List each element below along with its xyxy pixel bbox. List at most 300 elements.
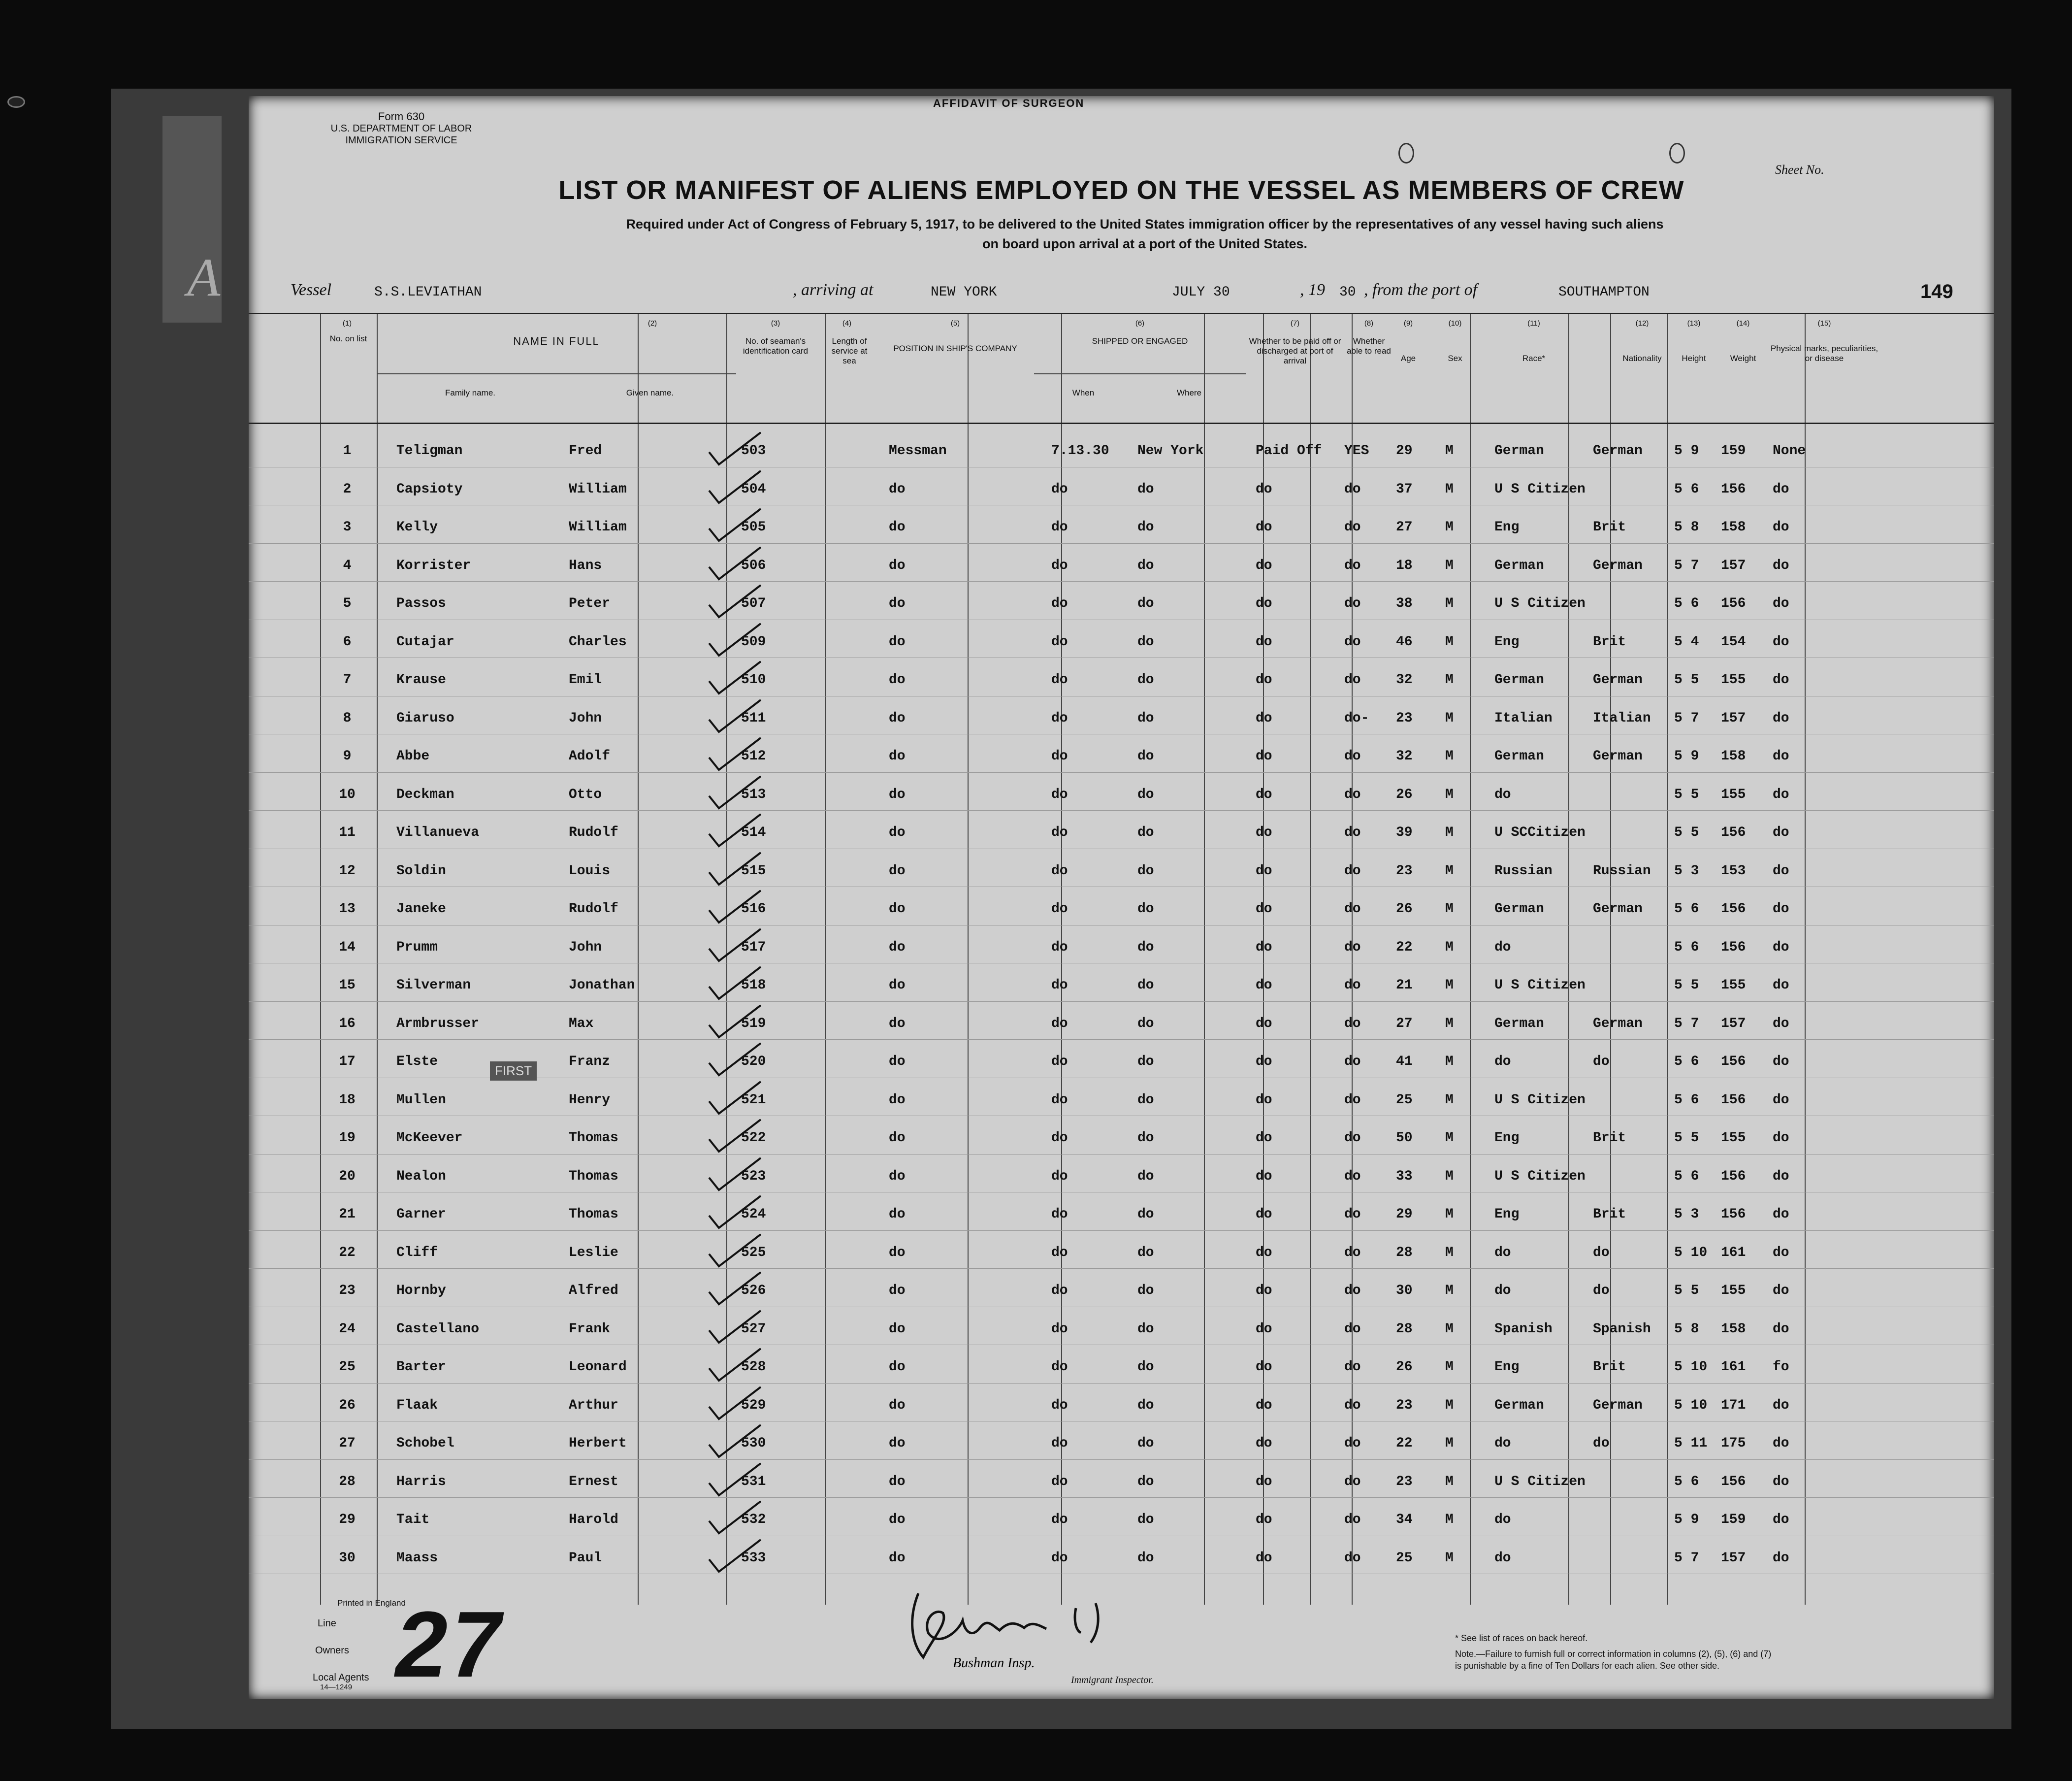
cell-height: 5 3 [1674, 1207, 1699, 1222]
cell-weight: 157 [1721, 710, 1746, 726]
cell-position: do [889, 1474, 906, 1489]
cell-read: do [1344, 1283, 1361, 1298]
cell-position: do [889, 1245, 906, 1260]
cell-nationality: German [1593, 672, 1643, 688]
cell-no: 23 [339, 1283, 356, 1298]
cell-when: do [1051, 1474, 1068, 1489]
cell-card: 528 [741, 1359, 766, 1375]
cell-paid: do [1256, 978, 1272, 993]
column-number: (14) [1736, 319, 1750, 328]
cell-weight: 158 [1721, 520, 1746, 535]
cell-height: 5 6 [1674, 901, 1699, 917]
check-mark [707, 1193, 766, 1233]
cell-given: Emil [569, 672, 602, 688]
cell-no: 16 [339, 1016, 356, 1031]
cell-where: do [1137, 558, 1154, 573]
cell-marks: do [1773, 1397, 1789, 1413]
cell-marks: do [1773, 520, 1789, 535]
cell-read: do [1344, 1016, 1361, 1031]
cell-where: do [1137, 978, 1154, 993]
check-mark [707, 430, 766, 469]
page-title: LIST OR MANIFEST OF ALIENS EMPLOYED ON THE VESSEL AS MEMBERS OF CREW [558, 175, 1684, 205]
cell-weight: 156 [1721, 1207, 1746, 1222]
cell-marks: do [1773, 1016, 1789, 1031]
cell-race: German [1494, 1397, 1544, 1413]
check-mark [707, 888, 766, 927]
from-label: , from the port of [1364, 281, 1478, 299]
cell-no: 25 [339, 1359, 356, 1375]
cell-where: do [1137, 749, 1154, 764]
cell-nationality: Brit [1593, 1207, 1626, 1222]
cell-paid: do [1256, 1016, 1272, 1031]
cell-height: 5 10 [1674, 1245, 1708, 1260]
cell-age: 41 [1396, 1054, 1413, 1069]
cell-sex: M [1445, 672, 1454, 688]
cell-read: do- [1344, 710, 1369, 726]
affidavit-heading: AFFIDAVIT OF SURGEON [933, 97, 1085, 109]
cell-card: 531 [741, 1474, 766, 1489]
cell-age: 23 [1396, 710, 1413, 726]
cell-no: 27 [339, 1436, 356, 1451]
row-rule [249, 1459, 1994, 1460]
cell-height: 5 7 [1674, 1550, 1699, 1566]
cell-age: 22 [1396, 939, 1413, 955]
cell-given: Leslie [569, 1245, 618, 1260]
cell-age: 27 [1396, 1016, 1413, 1031]
cell-when: do [1051, 1016, 1068, 1031]
cell-nationality: German [1593, 1397, 1643, 1413]
cell-marks: do [1773, 901, 1789, 917]
cell-weight: 156 [1721, 901, 1746, 917]
cell-given: Leonard [569, 1359, 627, 1375]
column-header: No. on list [329, 334, 367, 343]
cell-when: do [1051, 672, 1068, 688]
cell-family: Cliff [396, 1245, 438, 1260]
cell-given: Paul [569, 1550, 602, 1566]
cell-where: do [1137, 787, 1154, 802]
cell-race: do [1494, 1436, 1511, 1451]
cell-height: 5 6 [1674, 1168, 1699, 1184]
cell-sex: M [1445, 1474, 1454, 1489]
cell-family: Teligman [396, 443, 463, 459]
cell-when: do [1051, 901, 1068, 917]
cell-position: do [889, 596, 906, 611]
cell-when: do [1051, 787, 1068, 802]
cell-marks: do [1773, 1474, 1789, 1489]
cell-no: 15 [339, 978, 356, 993]
cell-position: do [889, 1321, 906, 1337]
cell-age: 21 [1396, 978, 1413, 993]
cell-paid: do [1256, 1512, 1272, 1527]
cell-given: William [569, 481, 627, 497]
column-divider [320, 314, 321, 1605]
cell-age: 26 [1396, 901, 1413, 917]
cell-paid: do [1256, 1359, 1272, 1375]
cell-no: 3 [343, 520, 352, 535]
cell-given: Thomas [569, 1168, 618, 1184]
cell-height: 5 7 [1674, 710, 1699, 726]
cell-paid: do [1256, 1474, 1272, 1489]
cell-weight: 155 [1721, 672, 1746, 688]
cell-nationality: Spanish [1593, 1321, 1651, 1337]
cell-given: John [569, 710, 602, 726]
column-header: Age [1400, 354, 1416, 363]
cell-sex: M [1445, 1130, 1454, 1146]
cell-sex: M [1445, 558, 1454, 573]
cell-marks: do [1773, 634, 1789, 650]
cell-age: 34 [1396, 1512, 1413, 1527]
cell-where: do [1137, 1054, 1154, 1069]
signature-text: Bushman Insp. [953, 1655, 1035, 1671]
check-mark [707, 1537, 766, 1577]
form-code: 14—1249 [320, 1683, 353, 1691]
cell-position: do [889, 1436, 906, 1451]
cell-position: do [889, 1168, 906, 1184]
cell-where: do [1137, 1168, 1154, 1184]
cell-position: do [889, 787, 906, 802]
cell-paid: do [1256, 710, 1272, 726]
cell-position: do [889, 901, 906, 917]
check-mark [707, 774, 766, 813]
row-rule [249, 1039, 1994, 1040]
cell-family: Cutajar [396, 634, 454, 650]
cell-when: do [1051, 978, 1068, 993]
subheader-divider [1034, 373, 1246, 374]
cell-sex: M [1445, 978, 1454, 993]
cell-read: do [1344, 1512, 1361, 1527]
column-header: SHIPPED OR ENGAGED [1092, 336, 1188, 346]
column-number: (15) [1817, 319, 1831, 328]
cell-where: do [1137, 1512, 1154, 1527]
cell-card: 504 [741, 481, 766, 497]
cell-sex: M [1445, 520, 1454, 535]
cell-no: 29 [339, 1512, 356, 1527]
column-number: (5) [950, 319, 960, 328]
cell-where: do [1137, 520, 1154, 535]
cell-read: do [1344, 558, 1361, 573]
sheet-number-stamp: 27 [387, 1592, 514, 1697]
cell-sex: M [1445, 596, 1454, 611]
binder-hole [1398, 143, 1414, 164]
cell-weight: 154 [1721, 634, 1746, 650]
cell-given: Hans [569, 558, 602, 573]
header-divider [249, 423, 1994, 424]
cell-given: William [569, 520, 627, 535]
cell-weight: 156 [1721, 1474, 1746, 1489]
cell-weight: 157 [1721, 1016, 1746, 1031]
cell-age: 26 [1396, 1359, 1413, 1375]
cell-position: do [889, 939, 906, 955]
cell-position: do [889, 710, 906, 726]
cell-family: Armbrusser [396, 1016, 480, 1031]
cell-card: 521 [741, 1092, 766, 1108]
check-mark [707, 812, 766, 851]
subtitle-line-1: Required under Act of Congress of February 5, 1917, to be delivered to the United States immigration officer by the representatives of any vessel having such aliens [626, 217, 1664, 231]
cell-weight: 171 [1721, 1397, 1746, 1413]
cell-when: do [1051, 558, 1068, 573]
cell-position: do [889, 672, 906, 688]
cell-height: 5 8 [1674, 1321, 1699, 1337]
cell-no: 2 [343, 481, 352, 497]
cell-when: do [1051, 710, 1068, 726]
punch-hole [7, 96, 25, 108]
cell-weight: 157 [1721, 1550, 1746, 1566]
cell-given: Peter [569, 596, 611, 611]
cell-card: 523 [741, 1168, 766, 1184]
column-number: (13) [1687, 319, 1701, 328]
cell-family: Nealon [396, 1168, 446, 1184]
binder-hole [1669, 143, 1685, 164]
cell-weight: 155 [1721, 1283, 1746, 1298]
cell-nationality: do [1593, 1283, 1610, 1298]
cell-sex: M [1445, 939, 1454, 955]
cell-when: do [1051, 1207, 1068, 1222]
cell-given: Arthur [569, 1397, 618, 1413]
cell-card: 522 [741, 1130, 766, 1146]
cell-nationality: German [1593, 443, 1643, 459]
cell-where: do [1137, 939, 1154, 955]
cell-card: 515 [741, 863, 766, 879]
cell-position: do [889, 978, 906, 993]
cell-where: New York [1137, 443, 1204, 459]
cell-position: do [889, 520, 906, 535]
cell-paid: do [1256, 520, 1272, 535]
cell-height: 5 6 [1674, 1474, 1699, 1489]
cell-marks: do [1773, 1168, 1789, 1184]
cell-paid: do [1256, 1321, 1272, 1337]
cell-race: U S Citizen [1494, 596, 1586, 611]
cell-age: 26 [1396, 787, 1413, 802]
cell-paid: do [1256, 1245, 1272, 1260]
cell-family: Maass [396, 1550, 438, 1566]
cell-no: 20 [339, 1168, 356, 1184]
cell-where: do [1137, 672, 1154, 688]
check-mark [707, 583, 766, 622]
cell-nationality: Italian [1593, 710, 1651, 726]
cell-paid: do [1256, 1168, 1272, 1184]
cell-card: 533 [741, 1550, 766, 1566]
cell-given: Otto [569, 787, 602, 802]
cell-marks: do [1773, 825, 1789, 840]
backing-handwriting: A [187, 247, 221, 307]
cell-marks: do [1773, 978, 1789, 993]
cell-given: Frank [569, 1321, 611, 1337]
cell-position: do [889, 825, 906, 840]
cell-when: do [1051, 1512, 1068, 1527]
cell-sex: M [1445, 1359, 1454, 1375]
column-subheader-where: Where [1176, 388, 1202, 397]
cell-no: 21 [339, 1207, 356, 1222]
row-rule [249, 810, 1994, 811]
cell-weight: 159 [1721, 1512, 1746, 1527]
check-mark [707, 1422, 766, 1462]
cell-position: do [889, 1397, 906, 1413]
cell-weight: 157 [1721, 558, 1746, 573]
cell-where: do [1137, 1245, 1154, 1260]
cell-position: do [889, 634, 906, 650]
cell-where: do [1137, 825, 1154, 840]
arriving-label: , arriving at [793, 281, 874, 299]
column-divider [1204, 314, 1205, 1605]
cell-race: U S Citizen [1494, 1474, 1586, 1489]
cell-marks: do [1773, 1207, 1789, 1222]
cell-when: do [1051, 863, 1068, 879]
cell-read: do [1344, 825, 1361, 840]
cell-weight: 175 [1721, 1436, 1746, 1451]
cell-sex: M [1445, 1054, 1454, 1069]
cell-marks: do [1773, 1054, 1789, 1069]
cell-race: U SCCitizen [1494, 825, 1586, 840]
margin-tab: FIRST [490, 1061, 537, 1081]
cell-race: German [1494, 901, 1544, 917]
cell-where: do [1137, 1550, 1154, 1566]
printed-label: Printed in England [337, 1598, 406, 1608]
cell-family: Tait [396, 1512, 430, 1527]
cell-family: Silverman [396, 978, 471, 993]
subheader-divider [377, 373, 736, 374]
cell-race: German [1494, 749, 1544, 764]
cell-height: 5 3 [1674, 863, 1699, 879]
cell-race: German [1494, 672, 1544, 688]
cell-paid: do [1256, 558, 1272, 573]
cell-paid: do [1256, 749, 1272, 764]
cell-height: 5 9 [1674, 749, 1699, 764]
cell-family: Passos [396, 596, 446, 611]
check-mark [707, 1079, 766, 1119]
cell-family: Mullen [396, 1092, 446, 1108]
cell-marks: do [1773, 863, 1789, 879]
owners-label: Owners [315, 1645, 349, 1656]
cell-height: 5 11 [1674, 1436, 1708, 1451]
cell-weight: 156 [1721, 1092, 1746, 1108]
cell-marks: do [1773, 1283, 1789, 1298]
cell-where: do [1137, 1016, 1154, 1031]
arrival-year: 30 [1339, 285, 1356, 300]
cell-position: do [889, 1207, 906, 1222]
form-number: Form 630 [378, 110, 425, 123]
cell-family: Harris [396, 1474, 446, 1489]
cell-race: Eng [1494, 634, 1520, 650]
column-number: (8) [1364, 319, 1374, 328]
cell-card: 511 [741, 710, 766, 726]
cell-position: do [889, 1359, 906, 1375]
check-mark [707, 1117, 766, 1156]
cell-race: do [1494, 1550, 1511, 1566]
cell-when: do [1051, 1283, 1068, 1298]
column-number: (2) [648, 319, 657, 328]
row-rule [249, 543, 1994, 544]
column-number: (10) [1448, 319, 1462, 328]
cell-card: 513 [741, 787, 766, 802]
cell-race: do [1494, 787, 1511, 802]
column-divider [377, 314, 378, 1605]
cell-where: do [1137, 1474, 1154, 1489]
cell-sex: M [1445, 825, 1454, 840]
cell-no: 9 [343, 749, 352, 764]
cell-when: do [1051, 1359, 1068, 1375]
cell-when: do [1051, 634, 1068, 650]
column-number: (6) [1135, 319, 1145, 328]
cell-age: 50 [1396, 1130, 1413, 1146]
row-rule [249, 1497, 1994, 1498]
cell-when: do [1051, 1054, 1068, 1069]
cell-paid: Paid Off [1256, 443, 1322, 459]
cell-when: do [1051, 939, 1068, 955]
cell-read: do [1344, 1130, 1361, 1146]
cell-family: Schobel [396, 1436, 454, 1451]
check-mark [707, 735, 766, 775]
column-divider [1470, 314, 1471, 1605]
check-mark [707, 964, 766, 1004]
cell-card: 516 [741, 901, 766, 917]
department-name: U.S. DEPARTMENT OF LABOR [330, 123, 472, 134]
column-divider [1568, 314, 1569, 1605]
cell-nationality: do [1593, 1245, 1610, 1260]
cell-when: do [1051, 1436, 1068, 1451]
cell-marks: fo [1773, 1359, 1789, 1375]
cell-no: 11 [339, 825, 356, 840]
cell-sex: M [1445, 1207, 1454, 1222]
cell-given: Charles [569, 634, 627, 650]
cell-age: 38 [1396, 596, 1413, 611]
cell-sex: M [1445, 1397, 1454, 1413]
cell-read: do [1344, 1168, 1361, 1184]
cell-marks: do [1773, 1512, 1789, 1527]
column-header: Length of service at sea [831, 336, 868, 365]
cell-sex: M [1445, 1512, 1454, 1527]
cell-race: Eng [1494, 1207, 1520, 1222]
cell-when: do [1051, 749, 1068, 764]
cell-height: 5 6 [1674, 481, 1699, 497]
cell-height: 5 8 [1674, 520, 1699, 535]
row-rule [249, 581, 1994, 582]
cell-where: do [1137, 1130, 1154, 1146]
cell-read: do [1344, 1397, 1361, 1413]
cell-card: 509 [741, 634, 766, 650]
cell-race: German [1494, 443, 1544, 459]
cell-where: do [1137, 634, 1154, 650]
cell-given: Herbert [569, 1436, 627, 1451]
cell-paid: do [1256, 901, 1272, 917]
cell-when: 7.13.30 [1051, 443, 1109, 459]
cell-height: 5 6 [1674, 596, 1699, 611]
cell-paid: do [1256, 1283, 1272, 1298]
cell-height: 5 5 [1674, 787, 1699, 802]
check-mark [707, 659, 766, 698]
cell-card: 529 [741, 1397, 766, 1413]
cell-age: 29 [1396, 443, 1413, 459]
cell-marks: do [1773, 1092, 1789, 1108]
cell-given: Rudolf [569, 901, 618, 917]
cell-age: 25 [1396, 1550, 1413, 1566]
cell-weight: 156 [1721, 1168, 1746, 1184]
page-subtitle [475, 214, 1814, 254]
column-header: No. of seaman's identification card [743, 336, 809, 356]
cell-no: 6 [343, 634, 352, 650]
cell-nationality: do [1593, 1436, 1610, 1451]
cell-family: Krause [396, 672, 446, 688]
column-number: (12) [1635, 319, 1649, 328]
arrival-date: JULY 30 [1172, 285, 1230, 300]
cell-height: 5 6 [1674, 1054, 1699, 1069]
cell-race: Italian [1494, 710, 1553, 726]
cell-sex: M [1445, 749, 1454, 764]
cell-position: Messman [889, 443, 947, 459]
cell-race: do [1494, 1512, 1511, 1527]
row-rule [249, 1383, 1994, 1384]
cell-race: U S Citizen [1494, 978, 1586, 993]
row-rule [249, 1001, 1994, 1002]
